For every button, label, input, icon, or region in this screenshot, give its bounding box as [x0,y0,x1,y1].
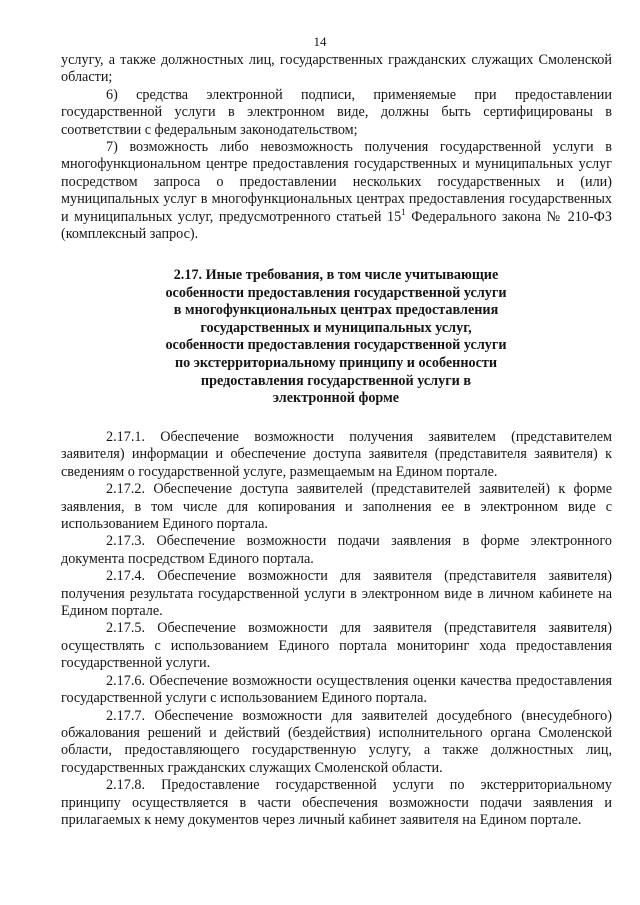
heading-line: по экстерриториальному принципу и особенности [174,354,498,371]
subsection-2-17-2: 2.17.2. Обеспечение доступа заявителей (представителей заявителей) к форме заявления, в том числе для копирования и заполнения ее в электронном виде с использованием Единого портала. [61,481,612,533]
page-number: 14 [313,34,327,49]
list-item-7 [61,139,612,243]
continued-list [61,52,612,243]
heading-line: особенности предоставления государственной услуги [165,284,507,301]
subsections [61,429,612,829]
heading-line: предоставления государственной услуги в [200,372,472,389]
law-reference: Федерального закона № 210-ФЗ (комплексный запрос). [61,208,613,243]
subsection-2-17-6: 2.17.6. Обеспечение возможности осуществления оценки качества предоставления государственной услуги с использованием Единого портала. [61,672,612,707]
heading-line: в многофункциональных центрах предоставления [173,302,499,319]
heading-line: особенности предоставления государственной услуги [165,337,507,354]
heading-line: электронной форме [272,390,400,407]
list-item-7-text: 7) возможность либо невозможность получения государственной услуги в многофункциональном центре предоставления государственных и муниципальных услуг посредством запроса о предоставлении нескольких государственных и (или) муниципальных услуг в многофункциональных центрах предоставления государственных и муниципальных услуг, предусмотренного статьей 15 [61,139,612,225]
list-item-continuation: услугу, а также должностных лиц, государственных гражданских служащих Смоленской области; [61,52,612,86]
subsection-2-17-7: 2.17.7. Обеспечение возможности для заявителей досудебного (внесудебного) обжалования решений и действий (бездействия) исполнительного органа Смоленской области, предоставляющего государственную услугу, а также должностных лиц, государственных гражданских служащих Смоленской области. [61,707,612,776]
section-heading [120,267,552,408]
heading-line: 2.17. Иные требования, в том числе учитывающие [173,267,499,283]
subsection-2-17-3: 2.17.3. Обеспечение возможности подачи заявления в форме электронного документа посредством Единого портала. [61,533,612,567]
subsection-2-17-4: 2.17.4. Обеспечение возможности для заявителя (представителя заявителя) получения результата государственной услуги в электронном виде в личном кабинете на Едином портале. [61,568,612,620]
article-superscript: 1 [401,206,406,217]
subsection-2-17-1: 2.17.1. Обеспечение возможности получения заявителем (представителем заявителя) информации и обеспечение доступа заявителя (представителя заявителя) к сведениям о государственной услуге, размещаемым на Едином портале. [61,429,612,480]
subsection-2-17-5: 2.17.5. Обеспечение возможности для заявителя (представителя заявителя) осуществлять с использованием Единого портала мониторинг хода предоставления государственной услуги. [61,620,612,672]
heading-line: государственных и муниципальных услуг, [200,319,472,336]
list-item-6: 6) средства электронной подписи, применяемые при предоставлении государственной услуги в электронном виде, должны быть сертифицированы в соответствии с федеральным законодательством; [61,86,612,138]
subsection-2-17-8: 2.17.8. Предоставление государственной услуги по экстерриториальному принципу осуществляется в части обеспечения возможности подачи заявления и прилагаемых к нему документов через личный кабинет заявителя на Едином портале. [61,777,612,828]
